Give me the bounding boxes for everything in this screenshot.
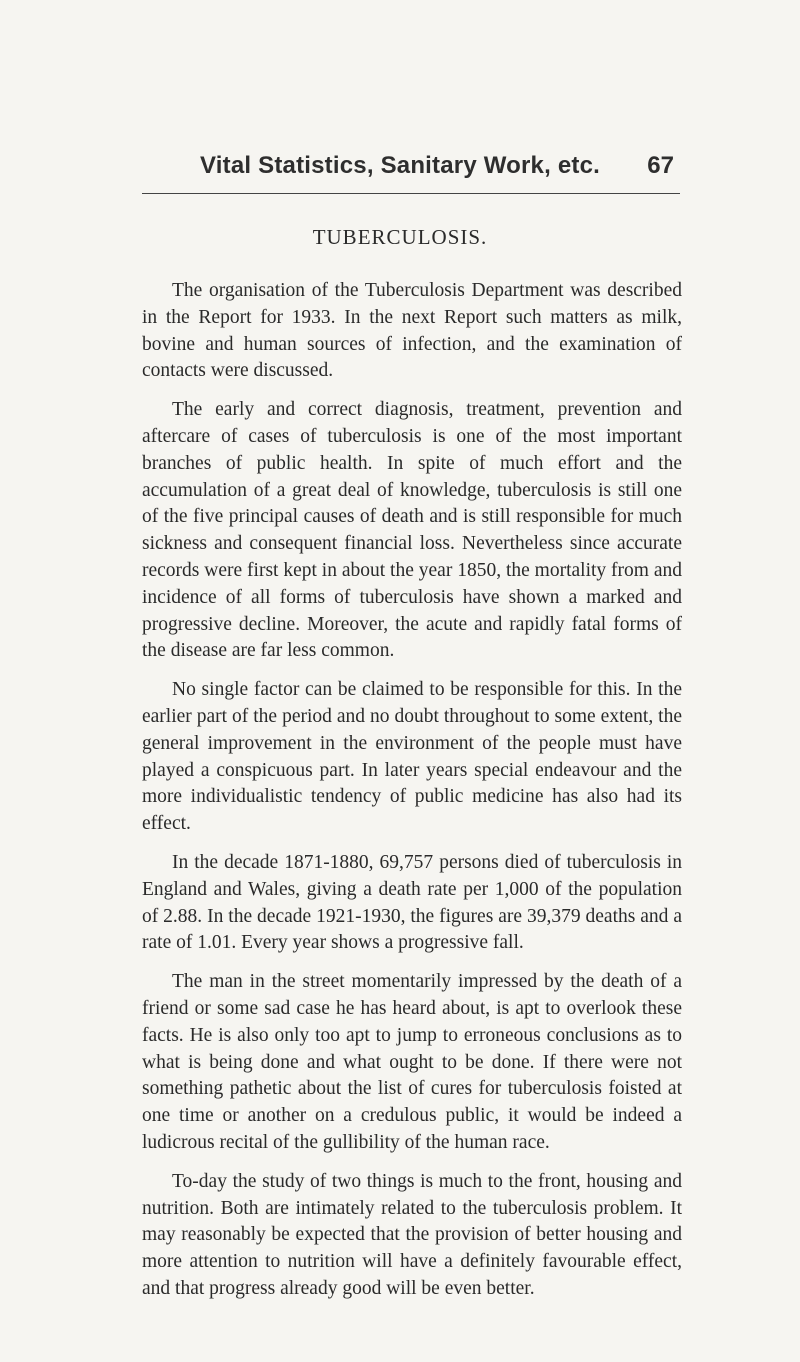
header-rule: [142, 193, 680, 194]
body-text: [142, 278, 682, 1315]
paragraph: The organisation of the Tuberculosis Department was described in the Report for 1933. In the next Report such matters as milk, bovine and human sources of infection, and the examination of contacts were discussed.: [142, 280, 682, 382]
paragraph: The early and correct diagnosis, treatment, prevention and aftercare of cases of tuberculosis is one of the most important branches of public health. In spite of much effort and the accumulation of a great deal of knowledge, tuberculosis is still one of the five principal causes of death and is still responsible for much sickness and consequent financial loss. Nevertheless since accurate records were first kept in about the year 1850, the mortality from and incidence of all forms of tuberculosis have shown a marked and progressive decline. Moreover, the acute and rapidly fatal forms of the disease are far less common.: [142, 399, 682, 662]
paragraph: In the decade 1871-1880, 69,757 persons died of tuberculosis in England and Wales, giving a death rate per 1,000 of the population of 2.88. In the decade 1921-1930, the figures are 39,379 deaths and a rate of 1.01. Every year shows a progressive fall.: [142, 851, 682, 954]
running-title: Vital Statistics, Sanitary Work, etc.: [200, 152, 601, 179]
running-head: [142, 150, 680, 194]
paragraph: No single factor can be claimed to be responsible for this. In the earlier part of the period and no doubt throughout to some extent, the general improvement in the environment of the people must have played a conspicuous part. In later years special endeavour and the more individualistic tendency of public medicine has also had its effect.: [142, 679, 682, 835]
page-number: 67: [647, 152, 674, 179]
section-heading: TUBERCULOSIS.: [312, 225, 488, 249]
paragraph: The man in the street momentarily impressed by the death of a friend or some sad case he has heard about, is apt to overlook these facts. He is also only too apt to jump to erroneous conclusions as to what is being done and what ought to be done. If there were not something pathetic about the list of cures for tuberculosis foisted at one time or another on a credulous public, it would be indeed a ludicrous recital of the gullibility of the human race.: [142, 971, 682, 1153]
paragraph: To-day the study of two things is much to the front, housing and nutrition. Both are intimately related to the tuberculosis problem. It may reasonably be expected that the provision of better housing and more attention to nutrition will have a definitely favourable effect, and that progress already good will be even better.: [142, 1170, 682, 1299]
